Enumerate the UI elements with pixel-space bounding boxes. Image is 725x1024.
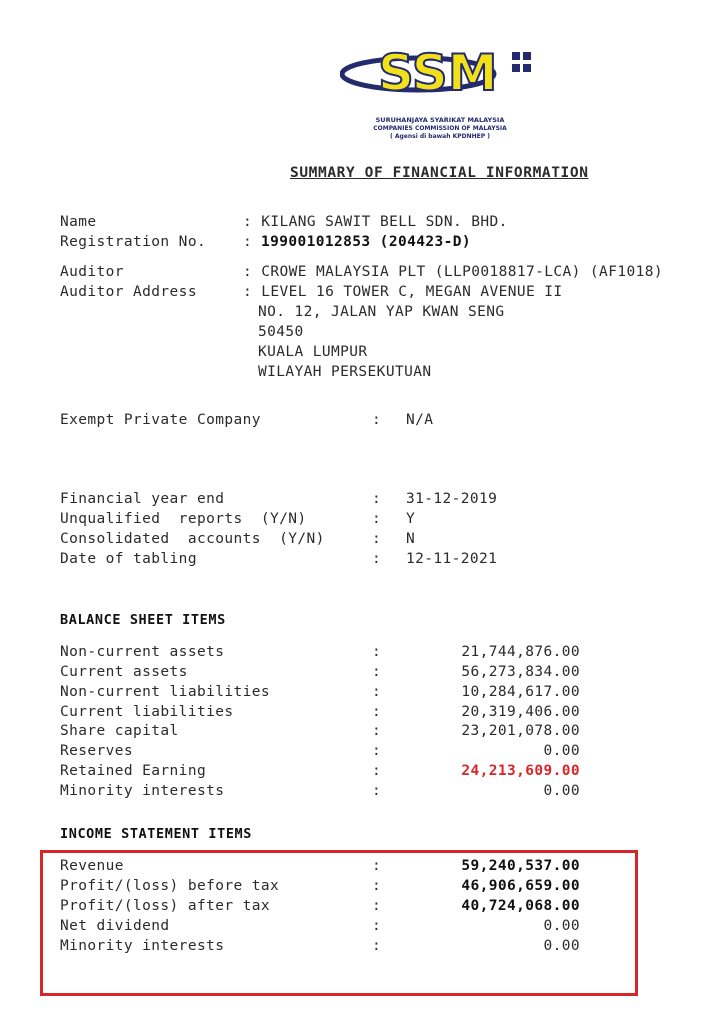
exempt-row <box>60 412 600 432</box>
income-colon: : <box>372 858 382 874</box>
auditor-label: Auditor <box>60 264 124 280</box>
exempt-label: Exempt Private Company <box>60 412 261 428</box>
balance-colon: : <box>372 644 382 660</box>
registration-label: Registration No. <box>60 234 207 250</box>
balance-value: 0.00 <box>543 783 580 799</box>
general-label: Unqualified reports (Y/N) <box>60 511 307 527</box>
general-row <box>60 551 600 571</box>
income-value: 59,240,537.00 <box>461 858 580 874</box>
auditor-address-line-4: KUALA LUMPUR <box>258 344 368 360</box>
income-statement-heading: INCOME STATEMENT ITEMS <box>60 826 253 842</box>
balance-value: 56,273,834.00 <box>461 664 580 680</box>
auditor-address-line-5: WILAYAH PERSEKUTUAN <box>258 364 432 380</box>
balance-label: Reserves <box>60 743 134 759</box>
auditor-address-line-2: NO. 12, JALAN YAP KWAN SENG <box>258 304 505 320</box>
income-value: 0.00 <box>543 918 580 934</box>
logo-line-2: COMPANIES COMMISSION OF MALAYSIA <box>373 125 507 132</box>
balance-value: 20,319,406.00 <box>461 704 580 720</box>
document-title: SUMMARY OF FINANCIAL INFORMATION <box>290 165 589 181</box>
general-row <box>60 531 600 551</box>
balance-label: Share capital <box>60 723 179 739</box>
general-label: Date of tabling <box>60 551 197 567</box>
balance-value: 0.00 <box>543 743 580 759</box>
general-value: N <box>406 531 416 547</box>
logo-line-1: SURUHANJAYA SYARIKAT MALAYSIA <box>375 116 505 124</box>
income-value: 40,724,068.00 <box>461 898 580 914</box>
exempt-colon: : <box>372 412 382 428</box>
general-row <box>60 491 600 511</box>
income-highlight-box <box>40 850 638 996</box>
balance-label: Retained Earning <box>60 763 207 779</box>
income-label: Minority interests <box>60 938 225 954</box>
balance-row <box>60 704 600 724</box>
general-label: Consolidated accounts (Y/N) <box>60 531 325 547</box>
general-colon: : <box>372 531 382 547</box>
exempt-value: N/A <box>406 412 434 428</box>
balance-sheet-heading: BALANCE SHEET ITEMS <box>60 612 226 628</box>
name-value: : KILANG SAWIT BELL SDN. BHD. <box>243 214 508 230</box>
balance-colon: : <box>372 684 382 700</box>
balance-colon: : <box>372 723 382 739</box>
income-colon: : <box>372 918 382 934</box>
logo-dot <box>512 52 520 60</box>
income-label: Profit/(loss) after tax <box>60 898 270 914</box>
income-label: Profit/(loss) before tax <box>60 878 280 894</box>
balance-value: 10,284,617.00 <box>461 684 580 700</box>
balance-label: Non-current liabilities <box>60 684 270 700</box>
registration-value: 199001012853 (204423-D) <box>261 234 471 250</box>
income-value: 0.00 <box>543 938 580 954</box>
balance-row <box>60 763 600 783</box>
logo-dot <box>523 64 531 72</box>
balance-row <box>60 664 600 684</box>
name-label: Name <box>60 214 97 230</box>
balance-row <box>60 644 600 664</box>
general-value: 31-12-2019 <box>406 491 498 507</box>
balance-row <box>60 743 600 763</box>
balance-row <box>60 783 600 803</box>
balance-label: Current liabilities <box>60 704 234 720</box>
auditor-value: : CROWE MALAYSIA PLT (LLP0018817-LCA) (AF1018) <box>243 264 663 280</box>
logo-dot <box>512 64 520 72</box>
balance-colon: : <box>372 664 382 680</box>
balance-row <box>60 684 600 704</box>
balance-colon: : <box>372 743 382 759</box>
balance-label: Current assets <box>60 664 188 680</box>
auditor-address-label: Auditor Address <box>60 284 197 300</box>
ssm-logo <box>340 38 540 108</box>
registration-colon: : <box>243 234 253 250</box>
general-label: Financial year end <box>60 491 225 507</box>
general-colon: : <box>372 511 382 527</box>
balance-colon: : <box>372 704 382 720</box>
balance-colon: : <box>372 763 382 779</box>
income-colon: : <box>372 898 382 914</box>
auditor-address-line-3: 50450 <box>258 324 304 340</box>
balance-row <box>60 723 600 743</box>
income-value: 46,906,659.00 <box>461 878 580 894</box>
logo-line-3: ( Agensi di bawah KPDNHEP ) <box>390 133 490 140</box>
logo-dot <box>523 52 531 60</box>
balance-value: 21,744,876.00 <box>461 644 580 660</box>
general-colon: : <box>372 491 382 507</box>
general-row <box>60 511 600 531</box>
income-label: Net dividend <box>60 918 170 934</box>
retained-earning-value: 24,213,609.00 <box>461 763 580 779</box>
logo-text: SSM <box>378 44 498 102</box>
balance-label: Minority interests <box>60 783 225 799</box>
balance-value: 23,201,078.00 <box>461 723 580 739</box>
income-label: Revenue <box>60 858 124 874</box>
income-colon: : <box>372 878 382 894</box>
general-value: 12-11-2021 <box>406 551 498 567</box>
general-colon: : <box>372 551 382 567</box>
balance-colon: : <box>372 783 382 799</box>
balance-label: Non-current assets <box>60 644 225 660</box>
general-value: Y <box>406 511 416 527</box>
income-colon: : <box>372 938 382 954</box>
auditor-address-line-1: : LEVEL 16 TOWER C, MEGAN AVENUE II <box>243 284 563 300</box>
